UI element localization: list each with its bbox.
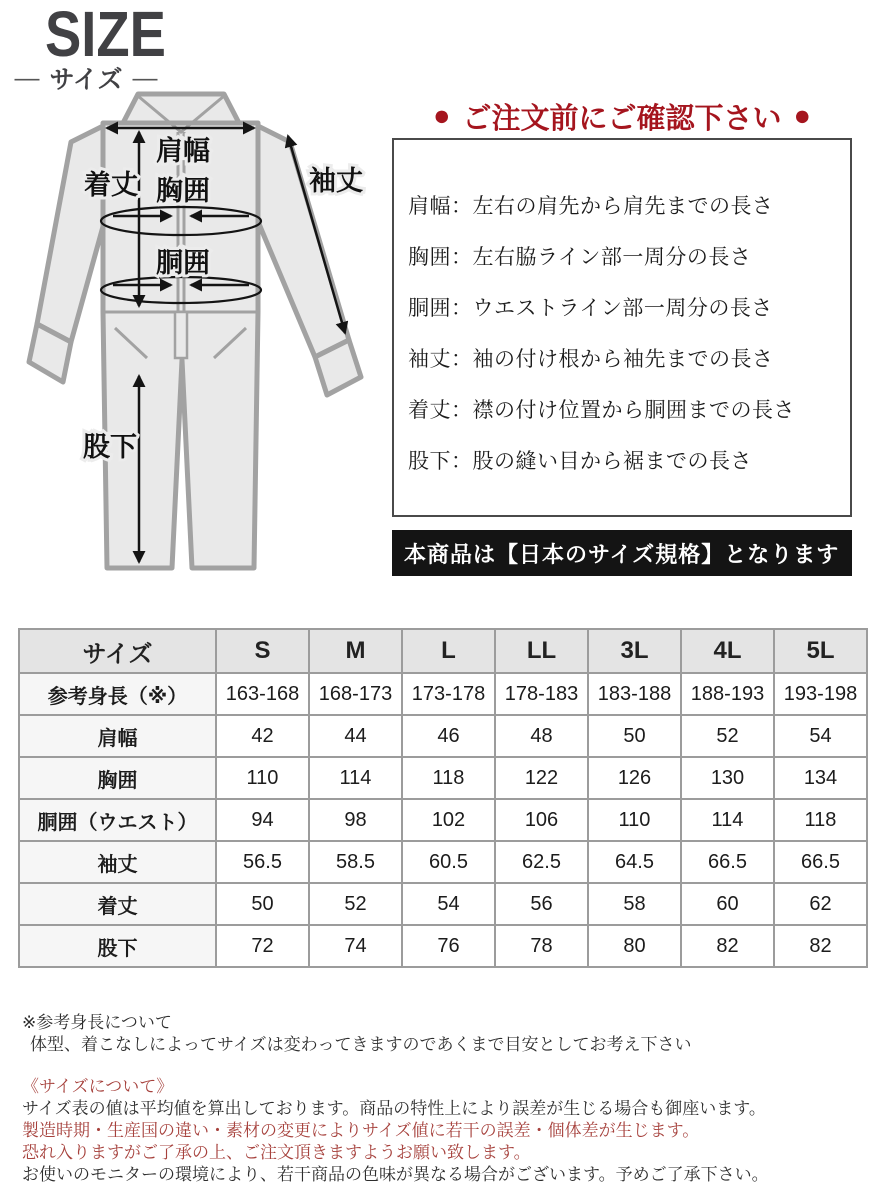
table-cell: 102 bbox=[402, 799, 495, 841]
table-cell: 94 bbox=[216, 799, 309, 841]
subtitle-text: サイズ bbox=[49, 66, 123, 94]
definition-term: 袖丈 bbox=[408, 347, 451, 371]
table-cell: 62 bbox=[774, 883, 867, 925]
table-cell: 114 bbox=[681, 799, 774, 841]
table-cell: 82 bbox=[774, 925, 867, 967]
table-cell: 118 bbox=[402, 757, 495, 799]
table-cell: 110 bbox=[216, 757, 309, 799]
table-cell: 62.5 bbox=[495, 841, 588, 883]
table-row bbox=[19, 925, 867, 967]
column-header: L bbox=[402, 629, 495, 673]
table-cell: 66.5 bbox=[681, 841, 774, 883]
notice-bar-text: 本商品は【日本のサイズ規格】となります bbox=[404, 541, 840, 567]
definition-separator: ： bbox=[451, 296, 473, 320]
table-cell: 64.5 bbox=[588, 841, 681, 883]
definition-row bbox=[408, 332, 850, 383]
table-cell: 48 bbox=[495, 715, 588, 757]
subtitle-left-dash: — bbox=[14, 63, 40, 92]
table-cell: 82 bbox=[681, 925, 774, 967]
table-cell: 193-198 bbox=[774, 673, 867, 715]
diagram-label-sleeve-length: 袖丈 bbox=[309, 166, 363, 196]
definition-term: 肩幅 bbox=[408, 194, 451, 218]
diagram-label-inseam: 股下 bbox=[83, 432, 137, 462]
table-cell: 72 bbox=[216, 925, 309, 967]
column-header: 4L bbox=[681, 629, 774, 673]
table-row bbox=[19, 799, 867, 841]
column-header: サイズ bbox=[19, 629, 216, 673]
subtitle-right-dash: — bbox=[132, 63, 158, 92]
table-cell: 173-178 bbox=[402, 673, 495, 715]
table-row bbox=[19, 883, 867, 925]
table-cell: 60 bbox=[681, 883, 774, 925]
table-cell: 188-193 bbox=[681, 673, 774, 715]
column-header: S bbox=[216, 629, 309, 673]
table-cell: 52 bbox=[309, 883, 402, 925]
definition-row bbox=[408, 434, 850, 485]
definition-row bbox=[408, 383, 850, 434]
column-header: LL bbox=[495, 629, 588, 673]
row-label: 参考身長（※） bbox=[19, 673, 216, 715]
table-cell: 118 bbox=[774, 799, 867, 841]
note-reference-height-title: ※参考身長について bbox=[22, 1013, 172, 1032]
diagram-label-waist: 胴囲 bbox=[156, 248, 210, 278]
table-cell: 80 bbox=[588, 925, 681, 967]
table-cell: 44 bbox=[309, 715, 402, 757]
row-label: 股下 bbox=[19, 925, 216, 967]
definition-term: 胸囲 bbox=[408, 245, 451, 269]
table-cell: 130 bbox=[681, 757, 774, 799]
row-label: 着丈 bbox=[19, 883, 216, 925]
table-cell: 114 bbox=[309, 757, 402, 799]
note-monitor-color: お使いのモニターの環境により、若干商品の色味が異なる場合がございます。予めご了承下さい。 bbox=[22, 1165, 769, 1184]
definition-separator: ： bbox=[451, 398, 473, 422]
confirm-heading-text: ご注文前にご確認下さい bbox=[462, 103, 782, 135]
note-about-size-title: 《サイズについて》 bbox=[22, 1077, 174, 1096]
table-cell: 60.5 bbox=[402, 841, 495, 883]
definition-desc: 左右脇ライン部一周分の長さ bbox=[472, 245, 752, 269]
table-cell: 126 bbox=[588, 757, 681, 799]
garment-measurement-diagram bbox=[25, 90, 385, 615]
note-manufacturing-variance: 製造時期・生産国の違い・素材の変更によりサイズ値に若干の誤差・個体差が生じます。 bbox=[22, 1121, 700, 1140]
definition-desc: 股の縫い目から裾までの長さ bbox=[472, 449, 752, 473]
table-cell: 56.5 bbox=[216, 841, 309, 883]
table-cell: 183-188 bbox=[588, 673, 681, 715]
definition-desc: 左右の肩先から肩先までの長さ bbox=[472, 194, 774, 218]
table-cell: 78 bbox=[495, 925, 588, 967]
row-label: 肩幅 bbox=[19, 715, 216, 757]
bullet-icon: ● bbox=[432, 100, 451, 132]
table-cell: 56 bbox=[495, 883, 588, 925]
table-cell: 76 bbox=[402, 925, 495, 967]
table-cell: 122 bbox=[495, 757, 588, 799]
table-cell: 163-168 bbox=[216, 673, 309, 715]
page-title: SIZE bbox=[45, 0, 166, 70]
diagram-label-shoulder-width: 肩幅 bbox=[156, 136, 210, 166]
definition-desc: ウエストライン部一周分の長さ bbox=[472, 296, 773, 320]
column-header: 5L bbox=[774, 629, 867, 673]
table-cell: 74 bbox=[309, 925, 402, 967]
right-sleeve-shape bbox=[254, 126, 349, 357]
table-cell: 134 bbox=[774, 757, 867, 799]
table-cell: 52 bbox=[681, 715, 774, 757]
table-cell: 58 bbox=[588, 883, 681, 925]
table-cell: 110 bbox=[588, 799, 681, 841]
definition-separator: ： bbox=[451, 194, 473, 218]
table-cell: 66.5 bbox=[774, 841, 867, 883]
table-row bbox=[19, 841, 867, 883]
definition-row bbox=[408, 230, 850, 281]
definition-separator: ： bbox=[451, 449, 473, 473]
definition-desc: 袖の付け根から袖先までの長さ bbox=[472, 347, 774, 371]
definition-desc: 襟の付け位置から胴囲までの長さ bbox=[472, 398, 795, 422]
diagram-label-body-length: 着丈 bbox=[84, 170, 138, 200]
table-row bbox=[19, 673, 867, 715]
table-cell: 58.5 bbox=[309, 841, 402, 883]
table-cell: 98 bbox=[309, 799, 402, 841]
diagram-label-chest: 胸囲 bbox=[156, 176, 210, 206]
row-label: 胸囲 bbox=[19, 757, 216, 799]
table-row bbox=[19, 757, 867, 799]
note-acknowledgement-request: 恐れ入りますがご了承の上、ご注文頂きますようお願い致します。 bbox=[22, 1143, 531, 1162]
placket bbox=[175, 312, 187, 358]
column-header: 3L bbox=[588, 629, 681, 673]
note-reference-height-body: 体型、着こなしによってサイズは変わってきますのであくまで目安としてお考え下さい bbox=[30, 1035, 692, 1054]
bullet-icon: ● bbox=[793, 100, 812, 132]
table-cell: 50 bbox=[588, 715, 681, 757]
table-header-row bbox=[19, 629, 867, 673]
table-cell: 168-173 bbox=[309, 673, 402, 715]
measurement-definitions-box bbox=[392, 138, 852, 517]
definition-separator: ： bbox=[451, 347, 473, 371]
definition-term: 股下 bbox=[408, 449, 451, 473]
table-cell: 54 bbox=[402, 883, 495, 925]
column-header: M bbox=[309, 629, 402, 673]
table-cell: 106 bbox=[495, 799, 588, 841]
table-cell: 54 bbox=[774, 715, 867, 757]
definition-separator: ： bbox=[451, 245, 473, 269]
definition-row bbox=[408, 179, 850, 230]
note-average-values: サイズ表の値は平均値を算出しております。商品の特性上により誤差が生じる場合も御座います。 bbox=[22, 1099, 766, 1118]
left-sleeve-shape bbox=[37, 126, 107, 342]
table-cell: 42 bbox=[216, 715, 309, 757]
japan-size-notice-bar bbox=[392, 530, 852, 576]
confirm-heading bbox=[392, 96, 852, 137]
table-cell: 50 bbox=[216, 883, 309, 925]
table-cell: 178-183 bbox=[495, 673, 588, 715]
row-label: 胴囲（ウエスト） bbox=[19, 799, 216, 841]
definition-term: 胴囲 bbox=[408, 296, 451, 320]
size-table bbox=[18, 628, 868, 968]
definition-row bbox=[408, 281, 850, 332]
row-label: 袖丈 bbox=[19, 841, 216, 883]
table-row bbox=[19, 715, 867, 757]
table-cell: 46 bbox=[402, 715, 495, 757]
definition-term: 着丈 bbox=[408, 398, 451, 422]
